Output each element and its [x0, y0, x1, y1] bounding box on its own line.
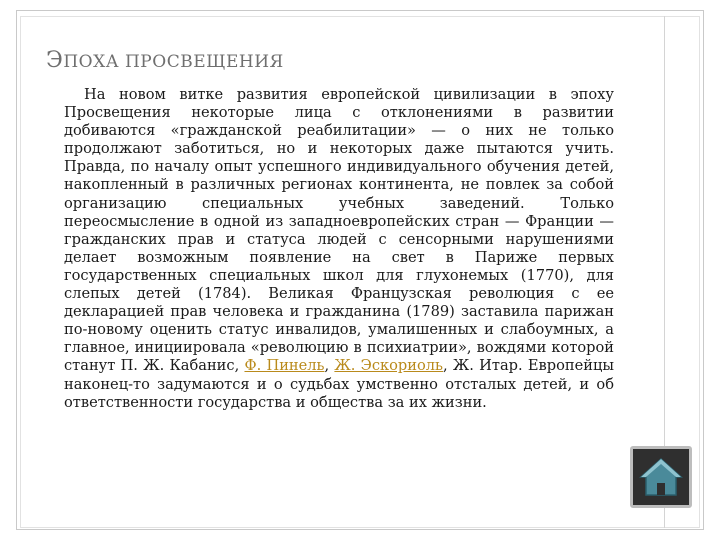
home-button[interactable]: [630, 446, 692, 508]
title-first-letter: Э: [46, 48, 64, 73]
body-text-part1: На новом витке развития европейской цивилизации в эпоху Просвещения некоторые лица с отклонениями в развитии добиваются «гражданской реабилитации» — о них не только продолжают заботиться, но и некоторых даже пытаются учить. Правда, по началу опыт успешного индивидуального обучения детей, накопленный в различных регионах континента, не повлек за собой организацию специальных учебных заведений. Только переосмысление в одной из западноевропейских стран — Франции — гражданских прав и статуса людей с сенсорными нарушениями делает возможным появление на свет в Париже первых государственных специальных школ для глухонемых (1770), для слепых детей (1784). Великая Французская революция с ее декларацией прав человека и гражданина (1789) заставила парижан по-новому оценить статус инвалидов, умалишенных и слабоумных, а главное, инициировала «революцию в психиатрии», вождями которой станут П. Ж. Кабанис,: [64, 86, 614, 375]
body-paragraph: [64, 86, 614, 412]
body-separator: ,: [324, 357, 335, 375]
link-pinel[interactable]: Ф. Пинель: [244, 357, 325, 375]
body-text-part2: , Ж. Итар. Европейцы наконец-то задумаются и о судьбах умственно отсталых детей, и об ответственности государства и общества за их жизни.: [64, 357, 614, 411]
home-icon: [637, 453, 685, 501]
slide-title: [46, 48, 284, 73]
title-rest: ПОХА ПРОСВЕЩЕНИЯ: [63, 52, 284, 72]
link-esquirol[interactable]: Ж. Эскориоль: [334, 357, 443, 375]
